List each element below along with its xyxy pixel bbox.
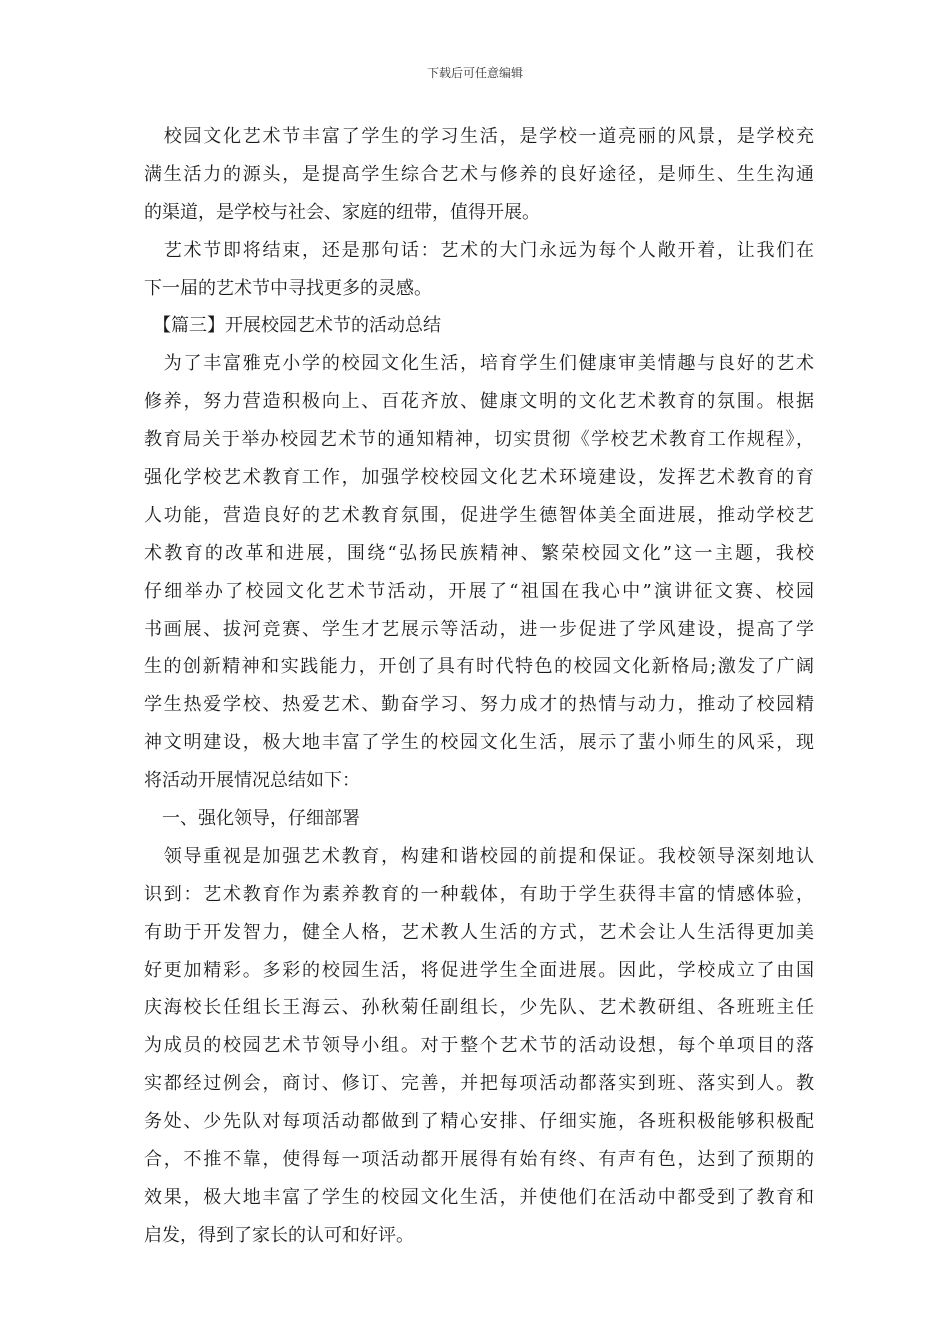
- text-line: 为了丰富雅克小学的校园文化生活，培育学生们健康审美情趣与良好的艺术: [144, 353, 814, 375]
- text-line: 领导重视是加强艺术教育，构建和谐校园的前提和保证。我校领导深刻地认: [144, 845, 814, 867]
- text-line: 【篇三】开展校园艺术节的活动总结: [144, 315, 441, 337]
- text-line: 效果，极大地丰富了学生的校园文化生活，并使他们在活动中都受到了教育和: [144, 1186, 814, 1208]
- text-line: 将活动开展情况总结如下：: [144, 770, 360, 792]
- text-line: 务处、少先队对每项活动都做到了精心安排、仔细实施，各班积极能够积极配: [144, 1111, 814, 1133]
- text-line: 书画展、拔河竞赛、学生才艺展示等活动，进一步促进了学风建设，提高了学: [144, 618, 814, 640]
- text-line: 启发，得到了家长的认可和好评。: [144, 1224, 414, 1246]
- text-line: 好更加精彩。多彩的校园生活，将促进学生全面进展。因此，学校成立了由国: [144, 959, 814, 981]
- text-line: 生的创新精神和实践能力，开创了具有时代特色的校园文化新格局;激发了广阔: [144, 656, 814, 678]
- text-line: 校园文化艺术节丰富了学生的学习生活，是学校一道亮丽的风景，是学校充: [144, 126, 814, 147]
- text-line: 术教育的改革和进展，围绕“弘扬民族精神、繁荣校园文化”这一主题，我校: [144, 542, 814, 564]
- page-header: 下载后可任意编辑: [426, 66, 523, 80]
- text-line: 强化学校艺术教育工作，加强学校校园文化艺术环境建设，发挥艺术教育的育: [144, 467, 814, 489]
- text-line: 合，不推不靠，使得每一项活动都开展得有始有终、有声有色，达到了预期的: [144, 1149, 814, 1171]
- text-line: 满生活力的源头，是提高学生综合艺术与修养的良好途径，是师生、生生沟通: [144, 163, 814, 185]
- text-line: 有助于开发智力，健全人格，艺术教人生活的方式，艺术会让人生活得更加美: [144, 921, 814, 943]
- text-line: 一、强化领导，仔细部署: [144, 808, 360, 830]
- text-line: 艺术节即将结束，还是那句话：艺术的大门永远为每个人敞开着，让我们在: [144, 239, 814, 261]
- text-line: 识到：艺术教育作为素养教育的一种载体，有助于学生获得丰富的情感体验，: [144, 883, 814, 905]
- document-body: [144, 118, 814, 1255]
- text-line: 学生热爱学校、热爱艺术、勤奋学习、努力成才的热情与动力，推动了校园精: [144, 694, 814, 716]
- text-line: 的渠道，是学校与社会、家庭的纽带，值得开展。: [144, 201, 540, 223]
- text-line: 人功能，营造良好的艺术教育氛围，促进学生德智体美全面进展，推动学校艺: [144, 504, 814, 526]
- text-line: 庆海校长任组长王海云、孙秋菊任副组长，少先队、艺术教研组、各班班主任: [144, 997, 814, 1019]
- text-line: 教育局关于举办校园艺术节的通知精神，切实贯彻《学校艺术教育工作规程》，: [144, 429, 814, 451]
- text-line: 为成员的校园艺术节领导小组。对于整个艺术节的活动设想，每个单项目的落: [144, 1035, 814, 1057]
- text-line: 下一届的艺术节中寻找更多的灵感。: [144, 277, 432, 299]
- text-line: 修养，努力营造积极向上、百花齐放、健康文明的文化艺术教育的氛围。根据: [144, 391, 814, 413]
- text-line: 神文明建设，极大地丰富了学生的校园文化生活，展示了蜚小师生的风采，现: [144, 732, 814, 754]
- text-line: 仔细举办了校园文化艺术节活动，开展了“祖国在我心中”演讲征文赛、校园: [144, 580, 814, 602]
- text-line: 实都经过例会，商讨、修订、完善，并把每项活动都落实到班、落实到人。教: [144, 1073, 814, 1095]
